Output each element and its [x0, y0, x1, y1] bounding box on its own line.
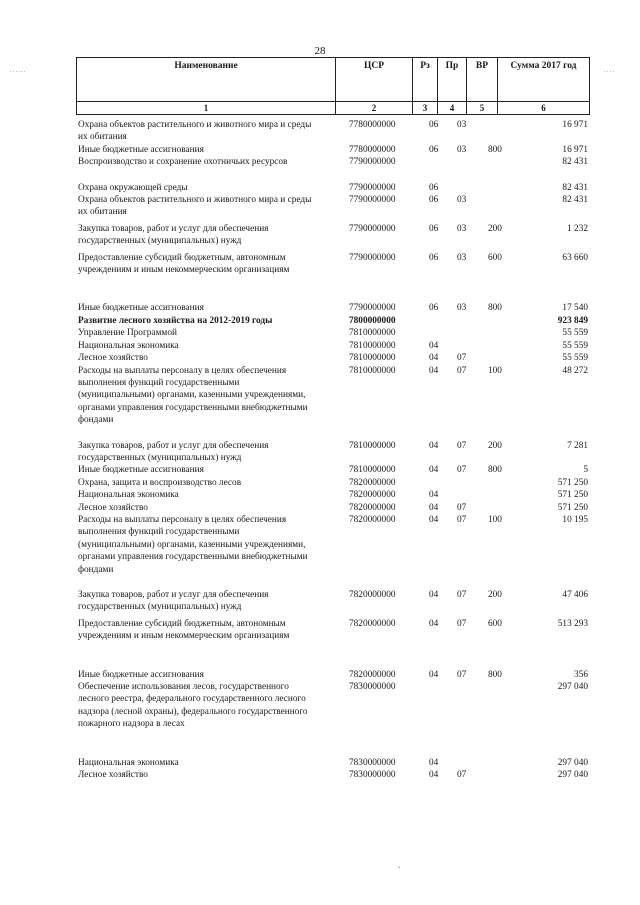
row-rz: 06: [429, 120, 439, 130]
row-name: Охрана объектов растительного и животного мира и среды их обитания: [78, 195, 312, 218]
row-name: Расходы на выплаты персоналу в целях обеспечения выполнения функций государственными (муниципальными) органами, казенными учреждениями, органами управления государственными внебюджетными фондами: [78, 514, 308, 575]
row-name: Иные бюджетные ассигнования: [78, 465, 204, 476]
row-csr: 7790000000: [349, 252, 396, 263]
row-pr: 07: [457, 618, 467, 629]
row-name: Национальная экономика: [78, 340, 179, 351]
row-rz: 04: [429, 490, 439, 501]
header-col-2: 2: [336, 102, 413, 115]
row-sum: 571 250: [557, 477, 588, 488]
row-name: Охрана, защита и воспроизводство лесов: [78, 477, 242, 488]
row-csr: 7810000000: [349, 340, 396, 351]
header-col-4: 4: [438, 102, 467, 115]
header-name: Наименование: [77, 58, 336, 102]
table-header: [76, 57, 590, 115]
row-pr: 07: [457, 353, 467, 364]
header-col-6: 6: [498, 102, 590, 115]
row-vr: 600: [488, 252, 502, 263]
row-vr: 100: [488, 365, 502, 376]
row-vr: 800: [488, 144, 502, 155]
row-sum: 513 293: [557, 618, 588, 629]
row-rz: 06: [429, 182, 439, 193]
row-name: Иные бюджетные ассигнования: [78, 669, 204, 680]
row-sum: 47 406: [562, 590, 588, 600]
row-sum: 356: [574, 669, 588, 680]
row-sum: 923 849: [557, 315, 588, 326]
table-row: [78, 681, 590, 731]
row-name: Предоставление субсидий бюджетным, автономным учреждениям и иным некоммерческим организациям: [78, 252, 290, 276]
table-row: [78, 489, 590, 501]
row-pr: 07: [457, 502, 467, 513]
row-rz: 04: [429, 669, 439, 680]
row-name: Охрана объектов растительного и животного мира и среды их обитания: [78, 120, 312, 143]
row-sum: 297 040: [557, 770, 588, 781]
row-name: Охрана окружающей среды: [78, 182, 188, 193]
table-row: [78, 182, 590, 194]
row-csr: 7820000000: [349, 502, 396, 513]
row-csr: 7790000000: [349, 182, 396, 193]
table-row: [78, 669, 590, 681]
row-csr: 7780000000: [349, 120, 396, 130]
table-row: [78, 340, 590, 352]
header-col-3: 3: [413, 102, 438, 115]
row-name: Лесное хозяйство: [78, 502, 148, 513]
row-name: Обеспечение использования лесов, государственного лесного реестра, федерального государственного лесного надзора (лесной охраны), федерального государственного пожарного надзора в лесах: [78, 682, 308, 730]
row-csr: 7790000000: [349, 195, 396, 206]
row-sum: 297 040: [557, 682, 588, 693]
table-row: [78, 618, 590, 643]
header-pr: Пр: [438, 58, 467, 102]
row-sum: 17 540: [562, 303, 588, 314]
row-pr: 07: [457, 465, 467, 476]
row-rz: 04: [429, 365, 439, 376]
row-name: Расходы на выплаты персоналу в целях обеспечения выполнения функций государственными (муниципальными) органами, казенными учреждениями, органами управления государственными внебюджетными фондами: [78, 365, 308, 426]
row-name: Иные бюджетные ассигнования: [78, 144, 204, 155]
header-sum: Сумма 2017 год: [498, 58, 590, 102]
row-csr: 7820000000: [349, 618, 396, 629]
budget-rows: [78, 119, 590, 781]
row-rz: 04: [429, 465, 439, 476]
row-sum: 571 250: [557, 502, 588, 513]
table-row: [78, 327, 590, 339]
row-pr: 07: [457, 770, 467, 781]
table-row: [78, 144, 590, 156]
header-vr: ВР: [467, 58, 498, 102]
row-name: Развитие лесного хозяйства на 2012-2019 годы: [78, 315, 273, 326]
row-vr: 200: [488, 223, 502, 234]
row-sum: 16 971: [562, 120, 588, 130]
row-sum: 63 660: [562, 252, 588, 263]
row-name: Иные бюджетные ассигнования: [78, 303, 204, 314]
row-csr: 7790000000: [349, 223, 396, 234]
row-sum: 16 971: [562, 144, 588, 155]
row-name: Лесное хозяйство: [78, 770, 148, 781]
row-vr: 800: [488, 669, 502, 680]
row-rz: 04: [429, 340, 439, 351]
row-vr: 800: [488, 465, 502, 476]
row-rz: 04: [429, 757, 439, 768]
table-row: [78, 302, 590, 314]
table-row: [78, 252, 590, 277]
row-rz: 06: [429, 195, 439, 206]
row-sum: 7 281: [567, 440, 588, 451]
margin-mark-left: ......: [10, 66, 27, 74]
row-pr: 03: [457, 195, 467, 206]
row-sum: 82 431: [562, 182, 588, 193]
table-row: [78, 194, 590, 219]
row-sum: 55 559: [562, 340, 588, 351]
row-csr: 7830000000: [349, 757, 396, 768]
row-sum: 55 559: [562, 353, 588, 364]
table-row: [78, 757, 590, 769]
margin-mark-right: ....: [604, 66, 615, 74]
row-csr: 7820000000: [349, 477, 396, 488]
row-rz: 06: [429, 223, 439, 234]
row-pr: 03: [457, 252, 467, 263]
header-csr: ЦСР: [336, 58, 413, 102]
row-rz: 04: [429, 440, 439, 451]
row-csr: 7810000000: [349, 365, 396, 376]
row-name: Закупка товаров, работ и услуг для обеспечения государственных (муниципальных) нужд: [78, 590, 269, 613]
row-name: Национальная экономика: [78, 490, 179, 501]
row-rz: 06: [429, 252, 439, 263]
row-name: Закупка товаров, работ и услуг для обеспечения государственных (муниципальных) нужд: [78, 440, 269, 463]
row-rz: 04: [429, 770, 439, 781]
row-name: Предоставление субсидий бюджетным, автономным учреждениям и иным некоммерческим организациям: [78, 618, 290, 642]
table-row: [78, 365, 590, 427]
row-vr: 200: [488, 590, 502, 600]
table-row: [78, 315, 590, 327]
row-csr: 7820000000: [349, 669, 396, 680]
row-rz: 04: [429, 514, 439, 525]
row-sum: 5: [583, 465, 588, 476]
table-row: [78, 119, 590, 144]
row-csr: 7830000000: [349, 770, 396, 781]
row-sum: 1 232: [567, 223, 588, 234]
footer-mark: .: [398, 860, 401, 870]
row-sum: 571 250: [557, 490, 588, 501]
row-csr: 7810000000: [349, 465, 396, 476]
table-row: [78, 477, 590, 489]
row-csr: 7820000000: [349, 490, 396, 501]
row-csr: 7780000000: [349, 144, 396, 155]
row-name: Управление Программой: [78, 328, 177, 339]
row-name: Воспроизводство и сохранение охотничьих ресурсов: [78, 157, 288, 168]
row-pr: 03: [457, 303, 467, 314]
table-row: [78, 464, 590, 476]
row-vr: 100: [488, 514, 502, 525]
row-vr: 600: [488, 618, 502, 629]
row-pr: 07: [457, 669, 467, 680]
header-col-5: 5: [467, 102, 498, 115]
row-pr: 03: [457, 223, 467, 234]
table-row: [78, 589, 590, 614]
row-name: Закупка товаров, работ и услуг для обеспечения государственных (муниципальных) нужд: [78, 223, 269, 247]
row-sum: 82 431: [562, 195, 588, 206]
table-row: [78, 352, 590, 364]
row-rz: 04: [429, 590, 439, 600]
row-csr: 7790000000: [349, 303, 396, 314]
row-pr: 03: [457, 120, 467, 130]
row-csr: 7820000000: [349, 590, 396, 600]
table-row: [78, 223, 590, 248]
row-rz: 04: [429, 353, 439, 364]
row-sum: 55 559: [562, 328, 588, 339]
row-csr: 7800000000: [349, 315, 396, 326]
row-rz: 06: [429, 144, 439, 155]
table-row: [78, 502, 590, 514]
row-sum: 82 431: [562, 157, 588, 168]
header-col-1: 1: [77, 102, 336, 115]
row-pr: 07: [457, 514, 467, 525]
row-csr: 7790000000: [349, 157, 396, 168]
row-csr: 7810000000: [349, 353, 396, 364]
row-sum: 48 272: [562, 365, 588, 376]
row-csr: 7820000000: [349, 514, 396, 525]
row-sum: 297 040: [557, 757, 588, 768]
row-pr: 07: [457, 440, 467, 451]
table-row: [78, 769, 590, 781]
page-number: 28: [314, 45, 326, 57]
row-rz: 04: [429, 618, 439, 629]
row-name: Национальная экономика: [78, 757, 179, 768]
row-csr: 7830000000: [349, 682, 396, 693]
row-pr: 07: [457, 365, 467, 376]
row-rz: 04: [429, 502, 439, 513]
table-row: [78, 156, 590, 168]
row-pr: 03: [457, 144, 467, 155]
row-csr: 7810000000: [349, 328, 396, 339]
row-sum: 10 195: [562, 514, 588, 525]
row-csr: 7810000000: [349, 440, 396, 451]
header-rz: Рз: [413, 58, 438, 102]
row-vr: 800: [488, 303, 502, 314]
row-rz: 06: [429, 303, 439, 314]
row-pr: 07: [457, 590, 467, 600]
row-name: Лесное хозяйство: [78, 353, 148, 364]
row-vr: 200: [488, 440, 502, 451]
table-row: [78, 440, 590, 465]
table-row: [78, 514, 590, 576]
